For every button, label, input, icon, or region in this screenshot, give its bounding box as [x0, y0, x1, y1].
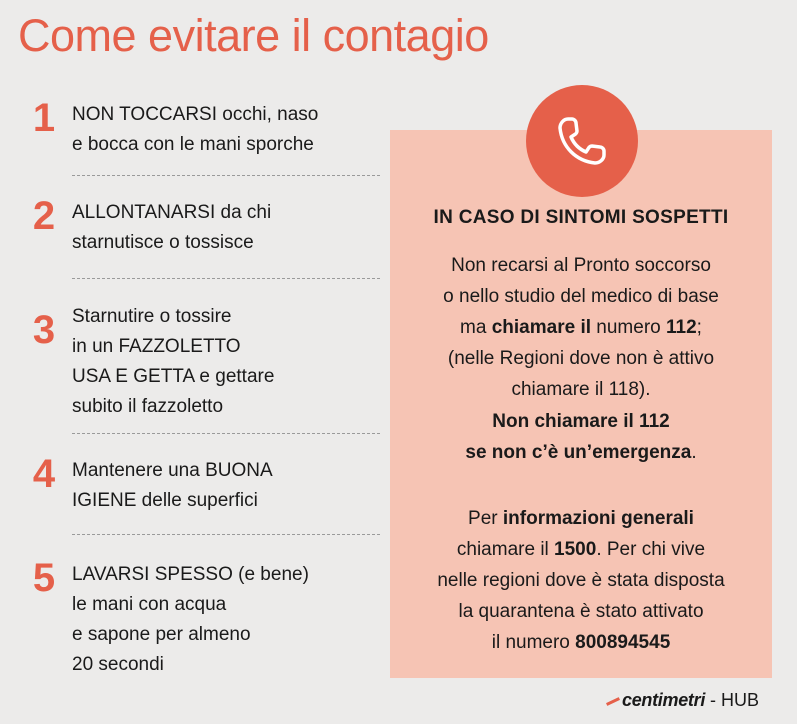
tip-line: 20 secondi: [72, 654, 164, 675]
box-heading: IN CASO DI SINTOMI SOSPETTI: [433, 207, 729, 228]
divider: [72, 534, 380, 535]
box-line: la quarantena è stato attivato: [458, 601, 704, 622]
phone-circle: [526, 85, 638, 197]
box-text-span: . Per chi vive: [596, 539, 706, 560]
box-line: [390, 503, 772, 534]
box-text-span: ;: [696, 317, 702, 338]
box-line: [390, 437, 772, 468]
tip-line: e bocca con le mani sporche: [72, 134, 314, 155]
box-text-span: Per: [468, 508, 503, 529]
box-line: [390, 534, 772, 565]
box-text-span: .: [691, 442, 697, 463]
tip-line: subito il fazzoletto: [72, 396, 224, 417]
tip-text: [72, 198, 372, 258]
box-bold-span: 112: [666, 317, 697, 338]
box-line: nelle regioni dove è stata disposta: [437, 570, 725, 591]
tip-line: NON TOCCARSI occhi, naso: [72, 104, 319, 125]
box-line: o nello studio del medico di base: [443, 286, 719, 307]
tip-text: [72, 456, 372, 516]
tip-number: 4: [32, 452, 56, 496]
box-line: [390, 627, 772, 658]
box-line: Non recarsi al Pronto soccorso: [451, 255, 711, 276]
box-line: chiamare il 118).: [511, 379, 651, 400]
tip-line: starnutisce o tossisce: [72, 232, 254, 253]
tip-number: 1: [32, 96, 56, 140]
box-bold-span: 800894545: [575, 632, 671, 653]
tip-text: [72, 302, 372, 422]
brand-name: centimetri: [622, 690, 706, 710]
brand-suffix: - HUB: [705, 690, 760, 710]
phone-icon: [552, 111, 612, 171]
tip-number: 5: [32, 556, 56, 600]
tip-text: [72, 100, 372, 160]
box-text-span: ma: [460, 317, 492, 338]
divider: [72, 175, 380, 176]
box-text-span: numero: [591, 317, 666, 338]
tip-line: e sapone per almeno: [72, 624, 251, 645]
tip-text: [72, 560, 372, 680]
tip-line: IGIENE delle superfici: [72, 490, 258, 511]
box-bold-span: 1500: [554, 539, 597, 560]
logo-mark-icon: [606, 697, 620, 706]
box-text-span: chiamare il: [456, 539, 555, 560]
box-bold-span: se non c’è un’emergenza: [465, 442, 692, 463]
page-title: Come evitare il contagio: [18, 10, 489, 61]
tip-line: Mantenere una BUONA: [72, 460, 273, 481]
tip-line: Starnutire o tossire: [72, 306, 232, 327]
tip-number: 3: [32, 308, 56, 352]
box-text-span: il numero: [491, 632, 576, 653]
divider: [72, 433, 380, 434]
tip-line: ALLONTANARSI da chi: [72, 202, 272, 223]
box-line: (nelle Regioni dove non è attivo: [447, 348, 715, 369]
tip-line: USA E GETTA e gettare: [72, 366, 275, 387]
symptoms-box: [390, 130, 772, 678]
tip-number: 2: [32, 194, 56, 238]
box-bold-span: informazioni generali: [502, 508, 694, 529]
tip-line: in un FAZZOLETTO: [72, 336, 241, 357]
box-bold-span: chiamare il: [491, 317, 592, 338]
box-line: Non chiamare il 112: [492, 411, 670, 432]
tip-line: LAVARSI SPESSO (e bene): [72, 564, 309, 585]
brand-logo: [606, 690, 759, 711]
box-line: [390, 312, 772, 343]
divider: [72, 278, 380, 279]
tip-line: le mani con acqua: [72, 594, 227, 615]
